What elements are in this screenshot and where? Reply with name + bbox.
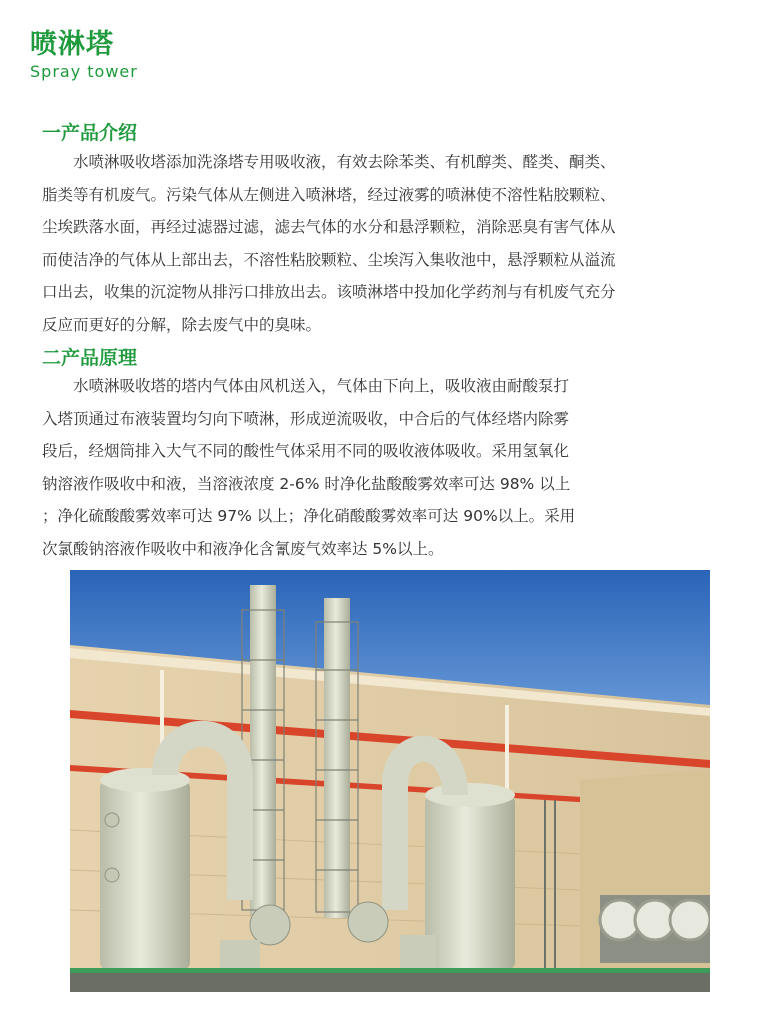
page-title: 喷淋塔 <box>30 29 114 60</box>
principle-line: 钠溶液作吸收中和液，当溶液浓度 2-6% 时净化盐酸酸雾效率可达 98% 以上 <box>42 474 571 493</box>
principle-line: ；净化硫酸酸雾效率可达 97% 以上；净化硝酸酸雾效率可达 90%以上。采用 <box>42 507 576 525</box>
section-heading-intro: 一产品介绍 <box>42 122 138 144</box>
intro-line: 尘埃跌落水面，再经过滤器过滤，滤去气体的水分和悬浮颗粒，消除恶臭有害气体从 <box>42 218 616 236</box>
scrubber-tank-right <box>425 795 515 970</box>
principle-line: 段后，经烟筒排入大气不同的酸性气体采用不同的吸收液体吸收。采用氢氧化 <box>42 442 570 460</box>
ventilation-fans <box>600 895 710 963</box>
principle-line: 水喷淋吸收塔的塔内气体由风机送入，气体由下向上，吸收液由耐酸泵打 <box>42 377 570 395</box>
section-heading-principle: 二产品原理 <box>42 347 138 369</box>
section-body-principle <box>42 370 750 565</box>
intro-line: 脂类等有机废气。污染气体从左侧进入喷淋塔，经过液雾的喷淋使不溶性粘胶颗粒、 <box>42 185 616 204</box>
page-subtitle: Spray tower <box>30 62 138 81</box>
spray-tower-photo <box>70 570 710 992</box>
principle-line: 次氯酸钠溶液作吸收中和液净化含氰废气效率达 5%以上。 <box>42 539 444 558</box>
intro-line: 反应而更好的分解，除去废气中的臭味。 <box>42 315 322 334</box>
section-body-intro <box>42 146 750 341</box>
principle-line: 入塔顶通过布液装置均匀向下喷淋，形成逆流吸收，中合后的气体经塔内除雾 <box>42 409 570 428</box>
intro-line: 而使洁净的气体从上部出去，不溶性粘胶颗粒、尘埃泻入集收池中，悬浮颗粒从溢流 <box>42 250 616 269</box>
intro-line: 水喷淋吸收塔添加洗涤塔专用吸收液，有效去除苯类、有机醇类、醛类、酮类、 <box>42 153 616 171</box>
intro-line: 口出去，收集的沉淀物从排污口排放出去。该喷淋塔中投加化学药剂与有机废气充分 <box>42 283 616 301</box>
